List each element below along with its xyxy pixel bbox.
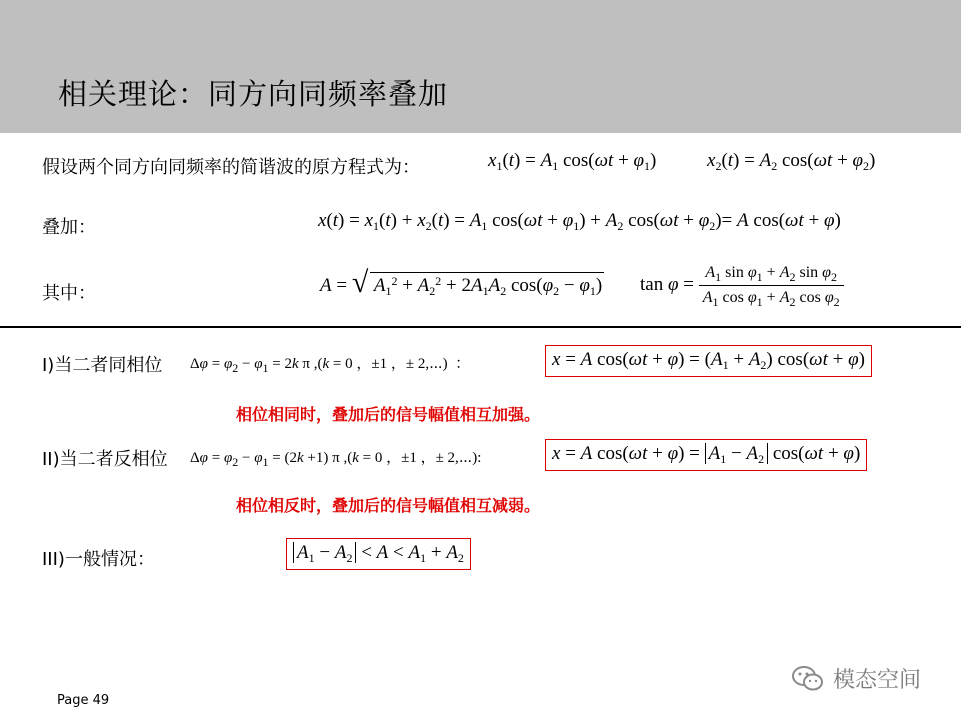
- page-title: 相关理论：同方向同频率叠加: [58, 77, 449, 111]
- premise-label: 假设两个同方向同频率的简谐波的原方程式为：: [42, 157, 420, 178]
- header-bar: [0, 0, 961, 133]
- case2-result-box: x = A $\cos(\omega t + \varphi) = A_1 - A_2$ cos(ωt + φ): [545, 439, 867, 471]
- equation-superposition: $x(t) = x_1(t) + x_2(t) = A_1$ $\cos(\omega t + \varphi_1) + A_2$ $\cos(\omega t + \varphi_2)= A$ cos(ωt + φ): [318, 210, 841, 233]
- case3-label: III)一般情况：: [42, 549, 155, 570]
- case2-label: II)当二者反相位: [42, 449, 168, 470]
- watermark: [791, 663, 921, 694]
- equation-x1: $x_1(t) = A_1$ $\cos(\omega t + \varphi_1)$: [488, 150, 657, 173]
- wechat-icon: [791, 665, 825, 693]
- watermark-text: 模态空间: [833, 668, 922, 693]
- page-number: Page 49: [57, 693, 110, 708]
- where-label: 其中：: [42, 283, 96, 304]
- equation-amplitude: A = √ $A_1^2 + A_2^2 + 2A_1A_2$ $\cos(\varphi_2 - \varphi_1)$: [320, 266, 603, 299]
- case1-result-box: x = A $\cos(\omega t + \varphi) = (A_1 + A_2) \cos(\omega t + \varphi)$: [545, 345, 872, 377]
- equation-phase: tan φ = $\frac{A_1 \sin \varphi_1 + A_2 \sin \varphi_2}{A_1 \cos \varphi_1 + A_2 \cos \varphi_2}$: [640, 264, 844, 307]
- superpose-label: 叠加：: [42, 217, 96, 238]
- case1-condition: $\Delta\varphi = \varphi_2 - \varphi_1 = 2k$ π ,(k = 0 ，±1 ，± 2,⋯) ：: [190, 356, 471, 375]
- section-divider: [0, 326, 961, 328]
- case2-condition: $\Delta\varphi = \varphi_2 - \varphi_1 = (2k +1)$ π ,(k = 0 ，±1 ，± 2,⋯):: [190, 450, 482, 469]
- case1-note: 相位相同时，叠加后的信号幅值相互加强。: [236, 405, 541, 424]
- case1-label: I)当二者同相位: [42, 355, 163, 376]
- case3-result-box: $A_1 - A_2 < A < A_1 + A_2$: [286, 538, 471, 570]
- case2-note: 相位相反时，叠加后的信号幅值相互减弱。: [236, 496, 541, 515]
- equation-x2: $x_2(t) = A_2$ $\cos(\omega t + \varphi_2)$: [707, 150, 876, 173]
